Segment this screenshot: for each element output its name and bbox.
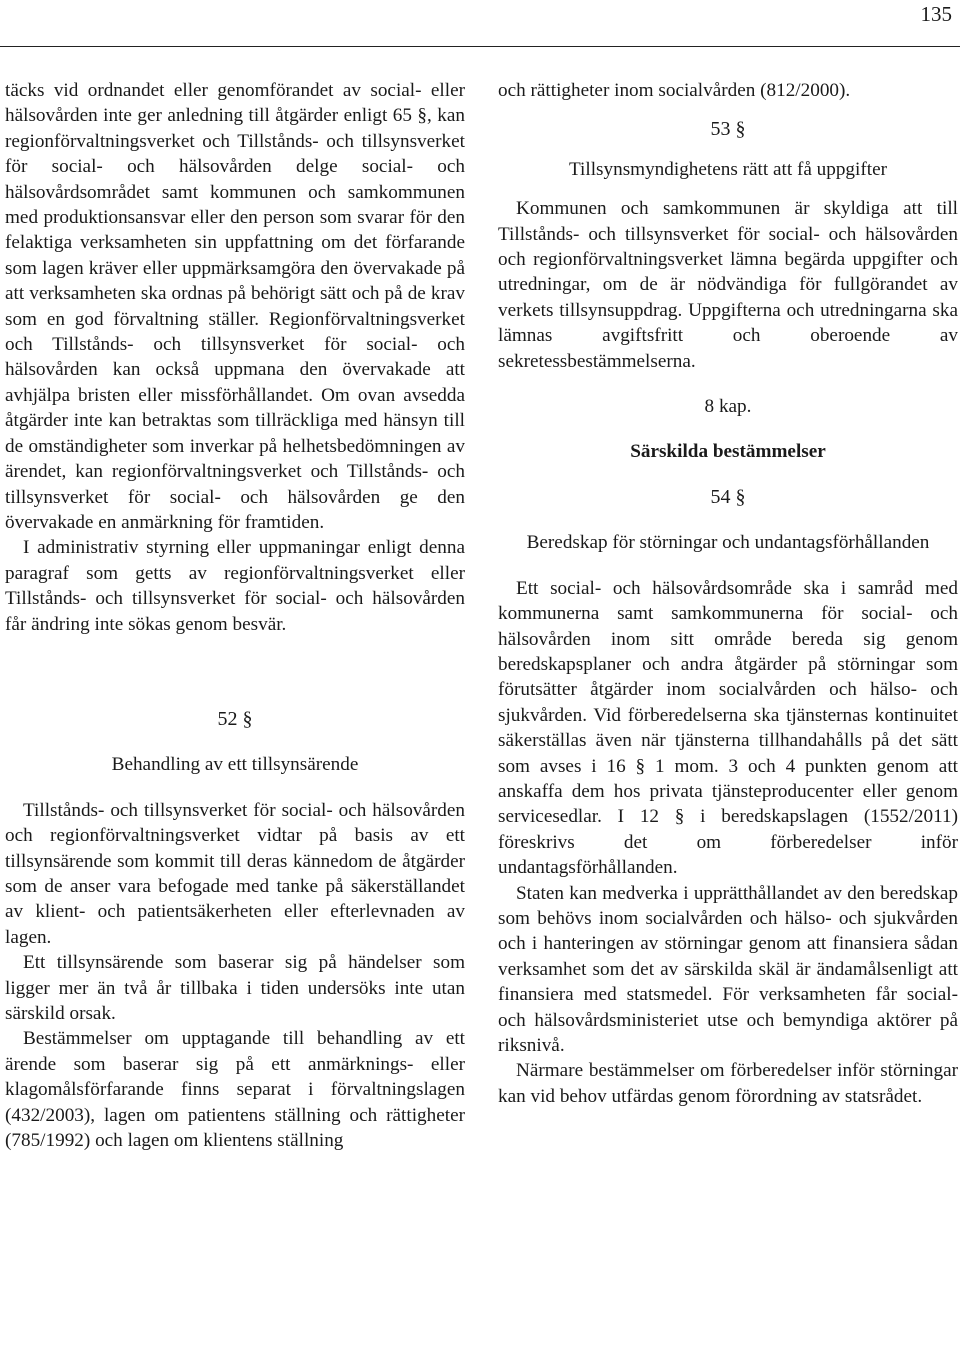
body-paragraph: I administrativ styrning eller uppmaningar enligt denna paragraf som getts av regionförvaltningsverket eller Tillstånds- och tillsynsverket för social- och hälsovården får ändring inte sökas genom besvär. [5, 537, 465, 635]
body-paragraph: Kommunen och samkommunen är skyldiga att till Tillstånds- och tillsynsverket för social- och hälsovården och regionförvaltningsverket lämna begärda uppgifter och utredningar, om de är nödvändiga för fullgörandet av verkets tillsynsuppdrag. Uppgifterna och utredningarna ska lämnas avgiftsfritt och oberoende av sekretessbestämmelserna. [498, 198, 958, 372]
right-column [498, 78, 958, 1109]
body-paragraph: Ett tillsynsärende som baserar sig på händelser som ligger mer än två år tillbaka i tiden undersöks inte utan särskild orsak. [5, 952, 465, 1024]
left-column [5, 78, 465, 1153]
page-number: 135 [920, 2, 952, 26]
body-paragraph: Staten kan medverka i upprätthållandet av den beredskap som behövs inom socialvården och hälso- och sjukvården och i hanteringen av störningar genom att finansiera sådan verksamhet som det av särskilda skäl är ändamålsenligt att finansiera med statsmedel. För verksamheten får social- och hälsovårdsministeriet utse och bemyndiga aktörer på riksnivå. [498, 882, 958, 1056]
body-paragraph: Bestämmelser om upptagande till behandling av ett ärende som baserar sig på ett anmärknings- eller klagomålsförfarande finns separat i förvaltningslagen (432/2003), lagen om patientens ställning och rättigheter (785/1992) och lagen om klientens ställning [5, 1028, 465, 1152]
section-number: 52 § [217, 707, 253, 730]
chapter-number: 8 kap. [704, 396, 752, 418]
section-number: 54 § [710, 485, 746, 508]
body-paragraph: Ett social- och hälsovårdsområde ska i samråd med kommunerna samt samkommunerna för social- och hälsovården inom sitt område bereda sig genom beredskapsplaner och andra åtgärder på störningar som förutsätter åtgärder inom socialvården och hälso- och sjukvården. Vid förberedelserna ska tjänsternas kontinuitet säkerställas även när tjänsterna tillhandahålls på det sätt som avses i 16 § 1 mom. 3 och 4 punkten genom att anskaffa dem hos privata tjänsteproducenter eller genom servicesedlar. I 12 § i beredskapslagen (1552/2011) föreskrivs det om förberedelser inför undantagsförhållanden. [498, 577, 958, 879]
spacer [498, 182, 958, 196]
spacer [498, 374, 958, 394]
spacer [5, 637, 465, 707]
spacer [5, 778, 465, 798]
spacer [498, 465, 958, 485]
spacer [498, 419, 958, 439]
body-paragraph: Tillstånds- och tillsynsverket för social- och hälsovården och regionförvaltningsverket vidtar på basis av ett tillsynsärende som kommit till deras kännedom de åtgärder som de anser vara befogade med tanke på säkerställandet av klient- och patientsäkerheten eller efterlevnaden av lagen. [5, 799, 465, 948]
header-rule [0, 46, 960, 47]
section-number: 53 § [710, 118, 746, 141]
spacer [498, 103, 958, 117]
body-paragraph: och rättigheter inom socialvården (812/2000). [498, 80, 851, 101]
spacer [498, 510, 958, 530]
section-title: Beredskap för störningar och undantagsförhållanden [526, 532, 930, 554]
spacer [5, 732, 465, 752]
spacer [498, 556, 958, 576]
body-paragraph: täcks vid ordnandet eller genomförandet av social- eller hälsovården inte ger anledning till åtgärder enligt 65 §, kan regionförvaltningsverket och Tillstånds- och tillsynsverket för social- och hälsovården delge social- och hälsovårdsområdet samt kommunen och samkommunen med produktionsansvar eller den person som svarar för den felaktiga verksamheten sin uppfattning om det förfarande som lagen kräver eller uppmärksamgöra den övervakade på att verksamheten ska ordnas på behörigt sätt och på de krav som en god förvaltning ställer. Regionförvaltningsverket och Tillstånds- och tillsynsverket för social- och hälsovården kan också uppmana den övervakade att avhjälpa bristen eller missförhållandet. Om ovan avsedda åtgärder inte kan betraktas som tillräckliga med hänsyn till de omständigheter som inverkar på helhetsbedömningen av ärendet, kan regionförvaltningsverket och Tillstånds- och tillsynsverket för social- och hälsovården ge den övervakade en anmärkning för framtiden. [5, 80, 465, 533]
section-title: Behandling av ett tillsynsärende [111, 754, 359, 776]
spacer [498, 143, 958, 157]
body-paragraph: Närmare bestämmelser om förberedelser inför störningar kan vid behov utfärdas genom förordning av statsrådet. [498, 1060, 958, 1107]
section-title: Tillsynsmyndighetens rätt att få uppgifter [569, 158, 887, 180]
chapter-title: Särskilda bestämmelser [630, 441, 826, 463]
